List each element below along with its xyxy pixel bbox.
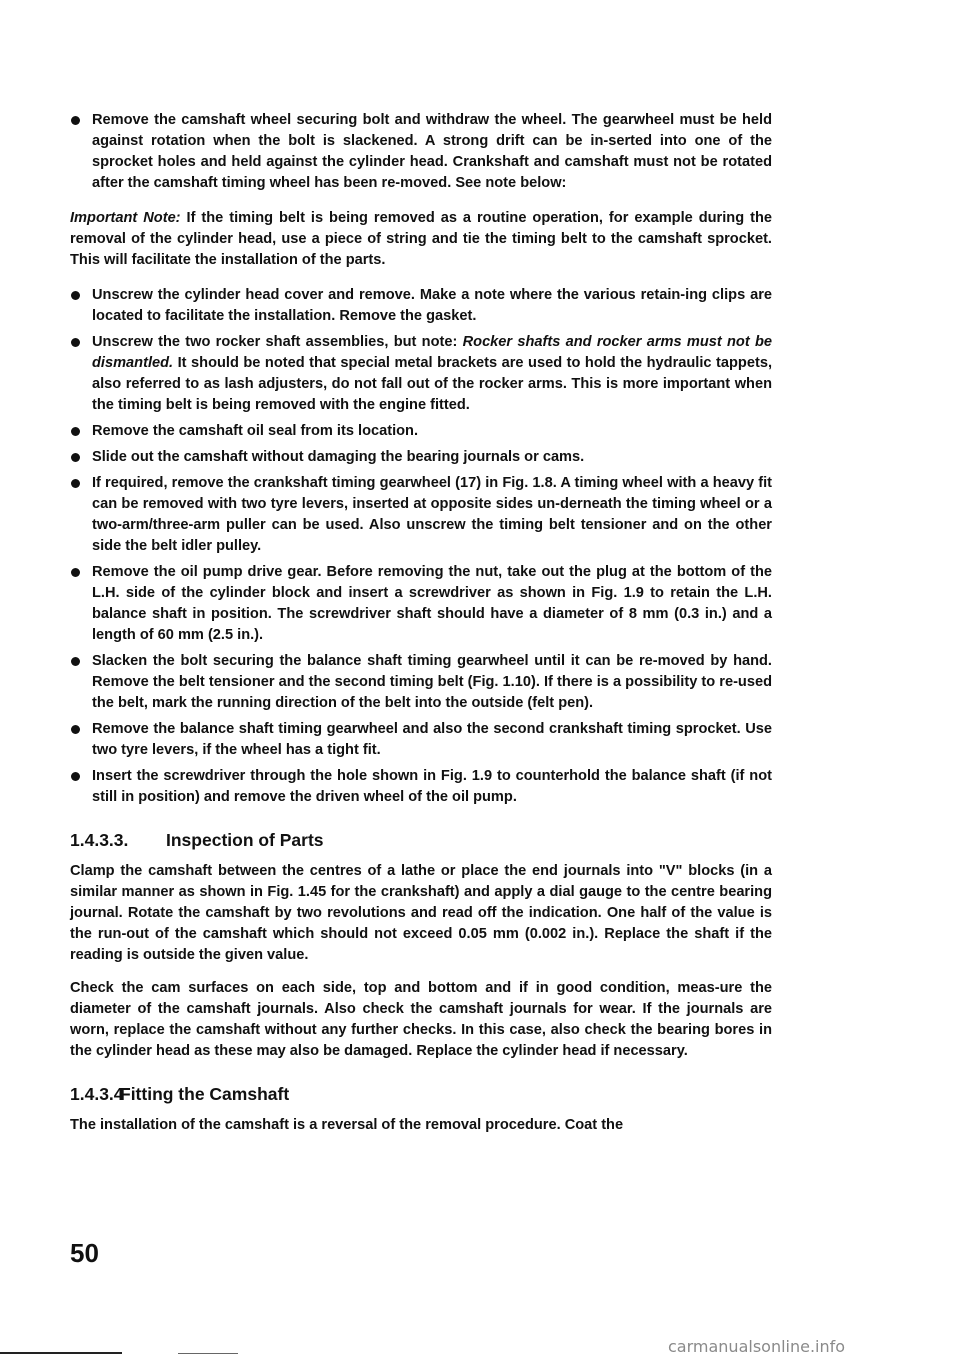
bullet-item — [70, 285, 772, 327]
section-number: 1.4.3.4 — [70, 1084, 124, 1104]
bullet-dot-icon — [71, 291, 80, 300]
paragraph: The installation of the camshaft is a reversal of the removal procedure. Coat the — [70, 1117, 624, 1133]
bullet-text: Slacken the bolt securing the balance shaft timing gearwheel until it can be re-moved by hand. Remove the belt tensioner and the second timing belt (Fig. 1.10). If there is a possibility to re-used the belt, mark the running direction of the belt into the outside (felt pen). — [92, 653, 772, 711]
bullet-text: Remove the balance shaft timing gearwheel and also the second crankshaft timing sprocket. Use two tyre levers, if the wheel has a tight fit. — [92, 721, 772, 758]
paragraph: Clamp the camshaft between the centres of a lathe or place the end journals into "V" blocks (in a similar manner as shown in Fig. 1.45 for the crankshaft) and apply a dial gauge to the centre bearing journal. Rotate the camshaft by two revolutions and read off the indication. One half of the value is the run-out of the camshaft which should not exceed 0.05 mm (0.002 in.). Replace the shaft if the reading is outside the given value. — [70, 863, 772, 963]
section-title: Inspection of Parts — [166, 830, 324, 850]
bullet-dot-icon — [71, 427, 80, 436]
bullet-item — [70, 421, 772, 442]
bullet-dot-icon — [71, 479, 80, 488]
bullet-text: Unscrew the cylinder head cover and remove. Make a note where the various retain-ing clips are located to facilitate the installation. Remove the gasket. — [92, 287, 772, 324]
section-heading-inspection — [70, 830, 772, 851]
bullet-text: Remove the camshaft oil seal from its location. — [92, 423, 419, 439]
footer-rule — [0, 1352, 122, 1354]
bullet-emphasis: Rocker shafts and rocker arms must not be dismantled. — [92, 334, 773, 371]
bullet-item — [70, 651, 772, 714]
bullet-text: Unscrew the two rocker shaft assemblies, but note: — [92, 334, 463, 350]
footer-rule — [178, 1353, 238, 1354]
page-number: 50 — [70, 1238, 99, 1268]
bullet-dot-icon — [71, 772, 80, 781]
section-number: 1.4.3.3. — [70, 830, 129, 850]
bullet-item — [70, 562, 772, 646]
section-title: Fitting the Camshaft — [120, 1084, 290, 1104]
bullet-dot-icon — [71, 657, 80, 666]
bullet-dot-icon — [71, 338, 80, 347]
bullet-item — [70, 447, 772, 468]
bullet-item — [70, 473, 772, 557]
bullet-text: Insert the screwdriver through the hole shown in Fig. 1.9 to counterhold the balance shaft (if not still in position) and remove the driven wheel of the oil pump. — [92, 768, 772, 805]
bullet-dot-icon — [71, 725, 80, 734]
bullet-dot-icon — [71, 116, 80, 125]
bullet-text: Remove the camshaft wheel securing bolt and withdraw the wheel. The gearwheel must be held against rotation when the bolt is slackened. A strong drift can be in-serted into one of the sprocket holes and held against the cylinder head. Crankshaft and camshaft must not be rotated after the camshaft timing wheel has been re-moved. See note below: — [92, 112, 772, 191]
bullet-text: It should be noted that special metal brackets are used to hold the hydraulic tappets, also referred to as lash adjusters, do not fall out of the rocker arms. This is more important when the timing belt is being removed with the engine fitted. — [92, 355, 772, 413]
important-note-text: If the timing belt is being removed as a routine operation, for example during the removal of the cylinder head, use a piece of string and tie the timing belt to the camshaft sprocket. This will facilitate the installation of the parts. — [70, 210, 772, 268]
manual-page — [70, 110, 772, 1148]
bullet-text: If required, remove the crankshaft timing gearwheel (17) in Fig. 1.8. A timing wheel with a heavy fit can be removed with two tyre levers, inserted at opposite sides un-derneath the timing wheel or a two-arm/three-arm puller can be used. Also unscrew the timing belt tensioner and on the other side the belt idler pulley. — [92, 475, 772, 554]
bullet-list-removal-1 — [70, 110, 772, 194]
bullet-list-removal-2 — [70, 285, 772, 808]
bullet-item — [70, 719, 772, 761]
section-heading-fitting — [70, 1084, 772, 1105]
bullet-dot-icon — [71, 453, 80, 462]
bullet-item — [70, 766, 772, 808]
watermark-text: carmanualsonline.info — [668, 1337, 846, 1356]
bullet-text: Slide out the camshaft without damaging the bearing journals or cams. — [92, 449, 585, 465]
bullet-item — [70, 332, 772, 416]
important-note — [70, 208, 772, 271]
bullet-dot-icon — [71, 568, 80, 577]
bullet-item — [70, 110, 772, 194]
bullet-text: Remove the oil pump drive gear. Before removing the nut, take out the plug at the bottom of the L.H. side of the cylinder block and insert a screwdriver as shown in Fig. 1.9 to retain the L.H. balance shaft in position. The screwdriver shaft should have a diameter of 8 mm (0.3 in.) and a length of 60 mm (2.5 in.). — [92, 564, 772, 643]
paragraph: Check the cam surfaces on each side, top and bottom and if in good condition, meas-ure the diameter of the camshaft journals. Also check the camshaft journals for wear. If the journals are worn, replace the camshaft without any further checks. In this case, also check the bearing bores in the cylinder head as these may also be damaged. Replace the cylinder head if necessary. — [70, 980, 772, 1059]
important-note-label: Important Note: — [70, 210, 181, 226]
